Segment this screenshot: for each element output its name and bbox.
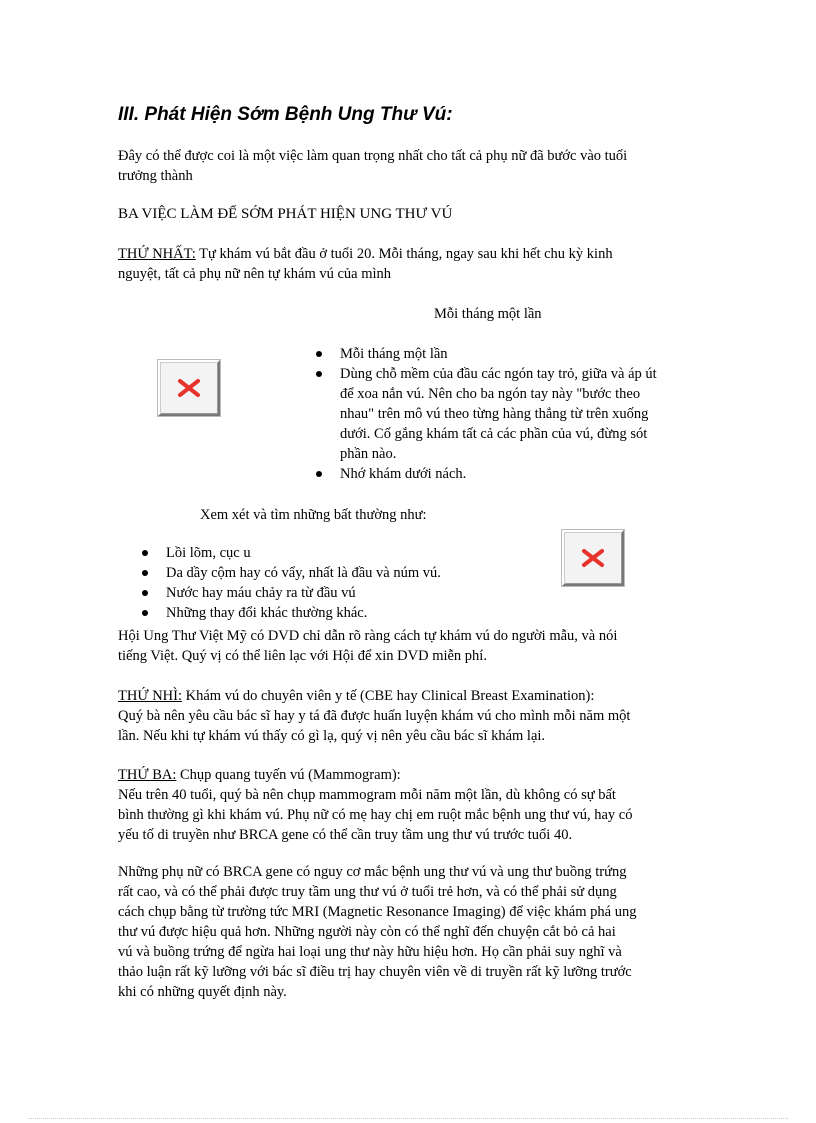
section-1-label: THỨ NHẤT:	[118, 246, 196, 262]
list-item: Những thay đổi khác thường khác.	[166, 603, 441, 623]
section-1-intro	[118, 244, 613, 284]
broken-image-icon	[580, 548, 606, 568]
bullet-icon	[316, 351, 322, 357]
sub-heading: BA VIỆC LÀM ĐỂ SỚM PHÁT HIỆN UNG THƯ VÚ	[118, 206, 453, 222]
list-item: Nước hay máu chảy ra từ đầu vú	[166, 583, 441, 603]
broken-image-placeholder	[158, 360, 220, 416]
intro-paragraph	[118, 146, 627, 186]
section-heading: III. Phát Hiện Sớm Bệnh Ung Thư Vú:	[118, 104, 453, 125]
list-item: Lồi lõm, cục u	[166, 543, 441, 563]
bullet-icon	[316, 471, 322, 477]
bullet-icon	[142, 590, 148, 596]
section-2: THỨ NHÌ: Khám vú do chuyên viên y tế (CBE hay Clinical Breast Examination): Quý bà nên yêu cầu bác sĩ hay y tá đã được huấn luyện khám vú cho mình mỗi năm một lần. Nếu khi tự khám vú thấy có gì lạ, quý vị nên yêu cầu bác sĩ khám lại.	[118, 688, 631, 744]
section-2-label: THỨ NHÌ:	[118, 688, 183, 704]
self-exam-steps	[340, 344, 657, 484]
abnormal-signs-list	[166, 543, 441, 623]
list-item: Da dầy cộm hay có vẩy, nhất là đầu và núm vú.	[166, 563, 441, 583]
section-1-text: nguyệt, tất cả phụ nữ nên tự khám vú của mình	[118, 266, 392, 282]
bullet-icon	[142, 610, 148, 616]
bullet-icon	[316, 371, 322, 377]
intro-line: Đây có thể được coi là một việc làm quan trọng nhất cho tất cả phụ nữ đã bước vào tuổi	[118, 148, 628, 164]
inspect-caption: Xem xét và tìm những bất thường như:	[200, 507, 427, 523]
section-3-label: THỨ BA:	[118, 767, 177, 783]
broken-image-placeholder	[562, 530, 624, 586]
list-item: Nhớ khám dưới nách.	[340, 464, 657, 484]
page-bottom-divider	[28, 1118, 788, 1119]
section-3: THỨ BA: Chụp quang tuyến vú (Mammogram): Nếu trên 40 tuổi, quý bà nên chụp mammogram mỗi năm một lần, dù không có sự bất bình thường gì khi khám vú. Phụ nữ có mẹ hay chị em ruột mắc bệnh ung thư vú, hay có yếu tố di truyền như BRCA gene có thể cần truy tầm ung thư vú trước tuổi 40.	[118, 767, 633, 843]
monthly-caption: Mỗi tháng một lần	[434, 306, 542, 322]
broken-image-icon	[176, 378, 202, 398]
dvd-note: Hội Ung Thư Việt Mỹ có DVD chỉ dẫn rõ ràng cách tự khám vú do người mẫu, và nói tiếng Việt. Quý vị có thể liên lạc với Hội để xin DVD miễn phí.	[118, 628, 618, 664]
section-1-text: Tự khám vú bắt đầu ở tuổi 20. Mỗi tháng, ngay sau khi hết chu kỳ kinh	[195, 246, 613, 262]
list-item: Dùng chỗ mềm của đầu các ngón tay trỏ, giữa và áp út để xoa nắn vú. Nên cho ba ngón tay này "bước theo nhau" trên mô vú theo từng hàng thẳng từ trên xuống dưới. Cố gắng khám tất cả các phần của vú, đừng sót phần nào.	[340, 364, 657, 464]
closing-paragraph: Những phụ nữ có BRCA gene có nguy cơ mắc bệnh ung thư vú và ung thư buồng trứng rất cao, và có thể phải được truy tầm ung thư vú ở tuổi trẻ hơn, và có thể phải sử dụng cách chụp bằng từ trường tức MRI (Magnetic Resonance Imaging) để việc khám phá ung thư vú được hiệu quả hơn. Những người này còn có thể nghĩ đến chuyện cắt bỏ cả hai vú và buồng trứng để ngừa hai loại ung thư này hữu hiệu hơn. Họ cần phải suy nghĩ và thảo luận rất kỹ lưỡng với bác sĩ điều trị hay chuyên viên về di truyền rất kỹ lưỡng trước khi có những quyết định này.	[118, 864, 637, 1000]
list-item: Mỗi tháng một lần	[340, 344, 657, 364]
bullet-icon	[142, 570, 148, 576]
bullet-icon	[142, 550, 148, 556]
intro-line: trưởng thành	[118, 168, 193, 184]
